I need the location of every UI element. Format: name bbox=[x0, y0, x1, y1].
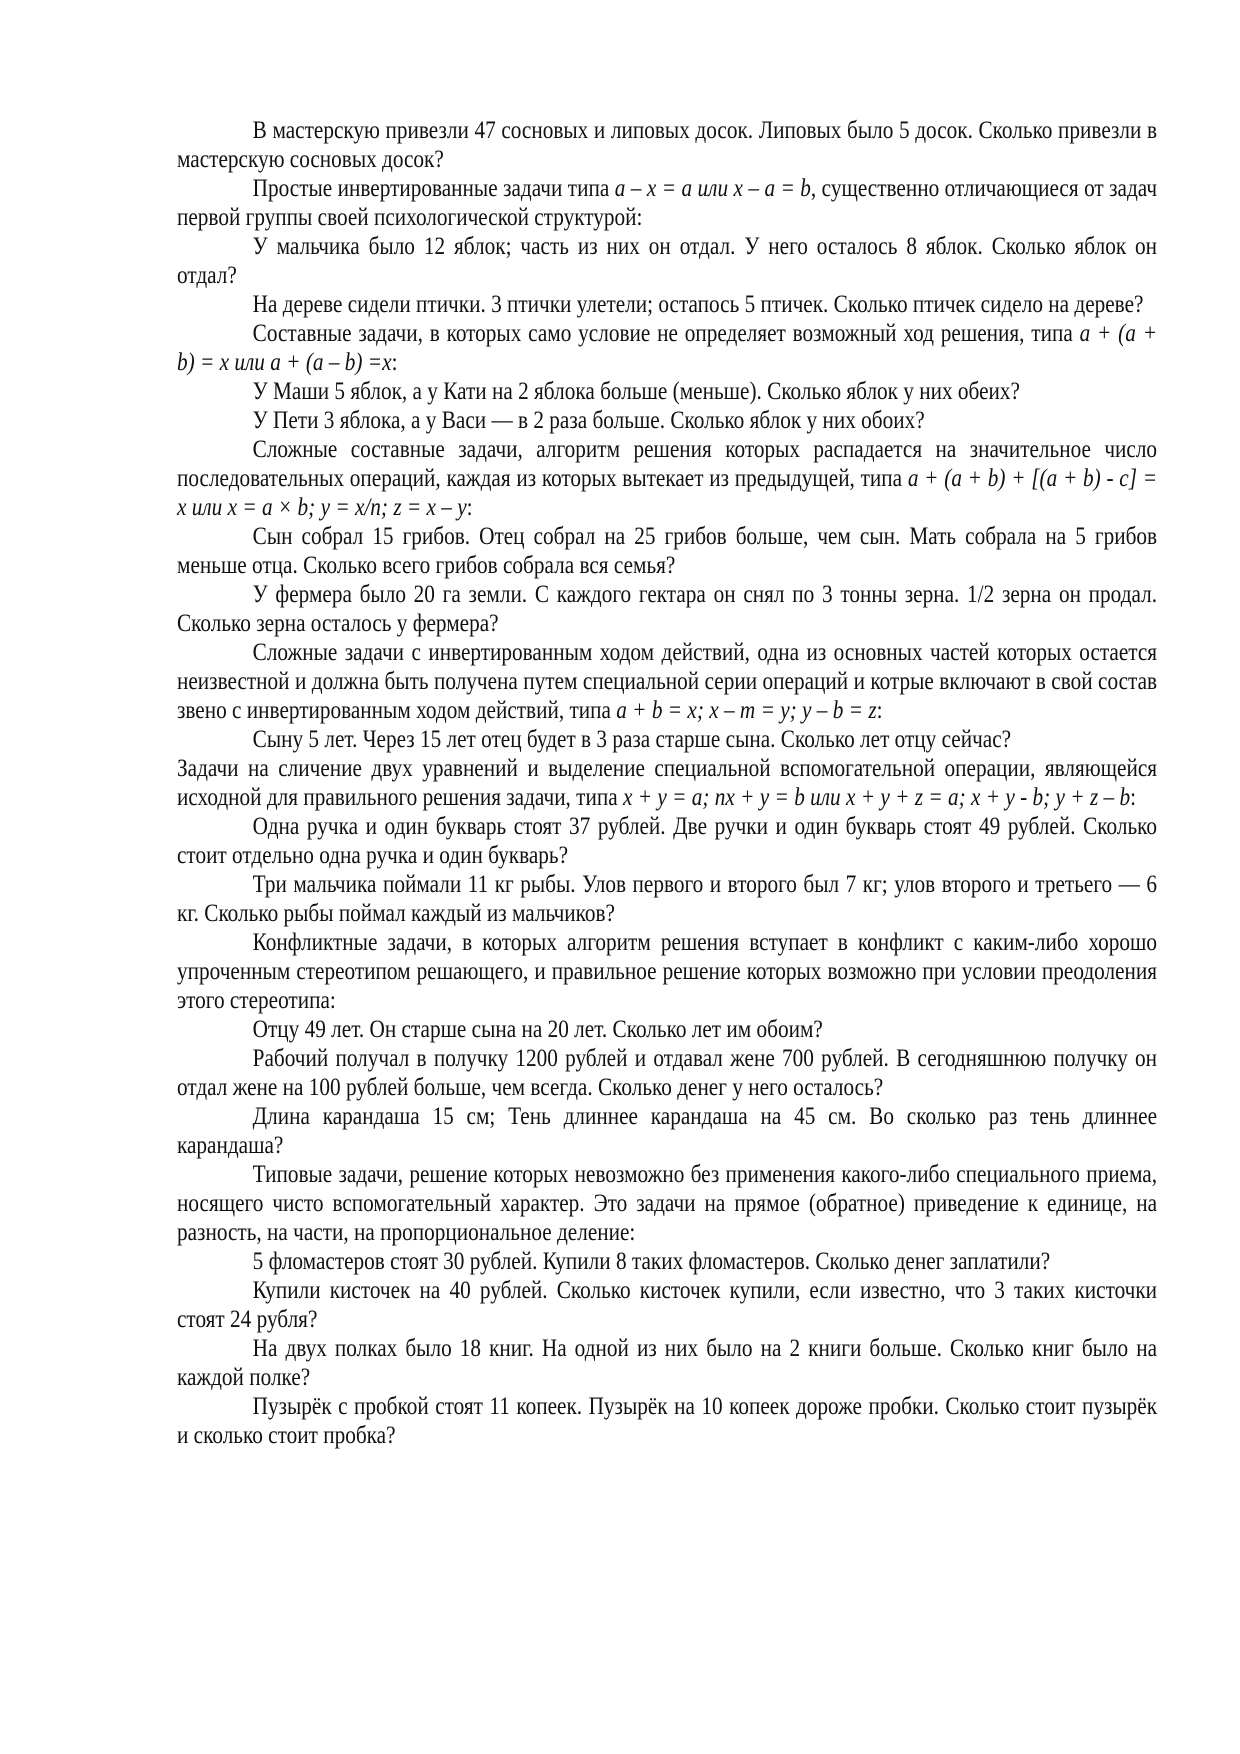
paragraph bbox=[177, 870, 1157, 928]
text-run: : bbox=[466, 494, 473, 521]
paragraph bbox=[177, 377, 1157, 406]
paragraph bbox=[177, 1392, 1157, 1450]
text-run: На дереве сидели птички. 3 птички улетели; остапось 5 птичек. Сколько птичек сидело на дереве? bbox=[252, 291, 1144, 318]
paragraph bbox=[177, 174, 1157, 232]
paragraph bbox=[177, 1015, 1157, 1044]
text-run: Пузырёк с пробкой стоят 11 копеек. Пузырёк на 10 копеек дороже пробки. Сколько стоит пузырёк и сколько стоит пробка? bbox=[177, 1393, 1158, 1449]
text-run: Типовые задачи, решение которых невозможно без применения какого-либо специального приема, носящего чисто вспомогательный характер. Это задачи на прямое (обратное) приведение к единице, на разность, на части, на пропорциональное деление: bbox=[177, 1161, 1158, 1246]
paragraph bbox=[177, 319, 1157, 377]
text-run: Сыну 5 лет. Через 15 лет отец будет в 3 раза старше сына. Сколько лет отцу сейчас? bbox=[252, 726, 1012, 753]
paragraph bbox=[177, 1160, 1157, 1247]
paragraph bbox=[177, 1334, 1157, 1392]
text-run: У мальчика было 12 яблок; часть из них он отдал. У него осталось 8 яблок. Сколько яблок он отдал? bbox=[177, 233, 1158, 289]
formula: x + y = a; nx + y = b или x + y + z = a; x + y - b; y + z – b bbox=[622, 784, 1131, 811]
text-run: Простые инвертированные задачи типа bbox=[252, 175, 615, 202]
paragraph bbox=[177, 928, 1157, 1015]
paragraph bbox=[177, 435, 1157, 522]
paragraph bbox=[177, 232, 1157, 290]
paragraph bbox=[177, 1247, 1157, 1276]
text-run: : bbox=[391, 349, 398, 376]
paragraph bbox=[177, 638, 1157, 725]
paragraph bbox=[177, 754, 1157, 812]
text-run: Рабочий получал в получку 1200 рублей и отдавал жене 700 рублей. В сегодняшнюю получку он отдал жене на 100 рублей больше, чем всегда. Сколько денег у него осталось? bbox=[177, 1045, 1158, 1101]
text-run: Длина карандаша 15 см; Тень длиннее карандаша на 45 см. Во сколько раз тень длиннее карандаша? bbox=[177, 1103, 1158, 1159]
paragraph bbox=[177, 522, 1157, 580]
paragraph bbox=[177, 812, 1157, 870]
paragraph bbox=[177, 725, 1157, 754]
paragraph bbox=[177, 406, 1157, 435]
paragraph bbox=[177, 1276, 1157, 1334]
text-run: На двух полках было 18 книг. На одной из них было на 2 книги больше. Сколько книг было на каждой полке? bbox=[177, 1335, 1158, 1391]
text-run: У Пети 3 яблока, а у Васи — в 2 раза больше. Сколько яблок у них обоих? bbox=[252, 407, 925, 434]
text-run: Конфликтные задачи, в которых алгоритм решения вступает в конфликт с каким-либо хорошо упроченным стереотипом решающего, и правильное решение которых возможно при условии преодоления этого стереотипа: bbox=[177, 929, 1158, 1014]
text-run: Сын собрал 15 грибов. Отец собрал на 25 грибов больше, чем сын. Мать собрала на 5 грибов меньше отца. Сколько всего грибов собрала вся семья? bbox=[177, 523, 1158, 579]
text-run: , существенно отличающиеся от задач первой группы своей психологической структурой: bbox=[177, 175, 1158, 231]
formula: a + (a + b) = x или a + (a – b) =x bbox=[177, 320, 1158, 376]
formula: a + b = x; x – m = y; y – b = z bbox=[616, 697, 877, 724]
text-run: У Маши 5 яблок, а у Кати на 2 яблока больше (меньше). Сколько яблок у них обеих? bbox=[252, 378, 1020, 405]
text-run: Отцу 49 лет. Он старше сына на 20 лет. Сколько лет им обоим? bbox=[252, 1016, 823, 1043]
text-run: Купили кисточек на 40 рублей. Сколько кисточек купили, если известно, что 3 таких кисточки стоят 24 рубля? bbox=[177, 1277, 1158, 1333]
text-run: В мастерскую привезли 47 сосновых и липовых досок. Липовых было 5 досок. Сколько привезли в мастерскую сосновых досок? bbox=[177, 117, 1158, 173]
paragraph bbox=[177, 116, 1157, 174]
formula: a – x = a или x – a = b bbox=[614, 175, 811, 202]
text-run: 5 фломастеров стоят 30 рублей. Купили 8 таких фломастеров. Сколько денег заплатили? bbox=[252, 1248, 1051, 1275]
formula: a + (a + b) + [(a + b) - c] = x или x = a × b; y = x/n; z = x – y bbox=[177, 465, 1158, 521]
text-run: Сложные задачи с инвертированным ходом действий, одна из основных частей которых остается неизвестной и должна быть получена путем специальной серии операций и котрые включают в свой состав звено с инвертированным ходом действий, типа bbox=[177, 639, 1158, 724]
text-run: Составные задачи, в которых само условие не определяет возможный ход решения, типа bbox=[252, 320, 1080, 347]
text-run: Одна ручка и один букварь стоят 37 рублей. Две ручки и один букварь стоят 49 рублей. Сколько стоит отдельно одна ручка и один букварь? bbox=[177, 813, 1158, 869]
text-run: Задачи на сличение двух уравнений и выделение специальной вспомогательной операции, являющейся исходной для правильного решения задачи, типа bbox=[177, 755, 1158, 811]
paragraph bbox=[177, 1102, 1157, 1160]
text-run: У фермера было 20 га земли. С каждого гектара он снял по 3 тонны зерна. 1/2 зерна он продал. Сколько зерна осталось у фермера? bbox=[177, 581, 1158, 637]
paragraph bbox=[177, 290, 1157, 319]
text-run: Три мальчика поймали 11 кг рыбы. Улов первого и второго был 7 кг; улов второго и третьего — 6 кг. Сколько рыбы поймал каждый из мальчиков? bbox=[177, 871, 1158, 927]
text-run: Сложные составные задачи, алгоритм решения которых распадается на значительное число последовательных операций, каждая из которых вытекает из предыдущей, типа bbox=[177, 436, 1158, 492]
paragraph bbox=[177, 1044, 1157, 1102]
text-run: : bbox=[1130, 784, 1136, 811]
document-body bbox=[177, 116, 1157, 1450]
paragraph bbox=[177, 580, 1157, 638]
document-page bbox=[177, 116, 1157, 1450]
text-run: : bbox=[876, 697, 883, 724]
